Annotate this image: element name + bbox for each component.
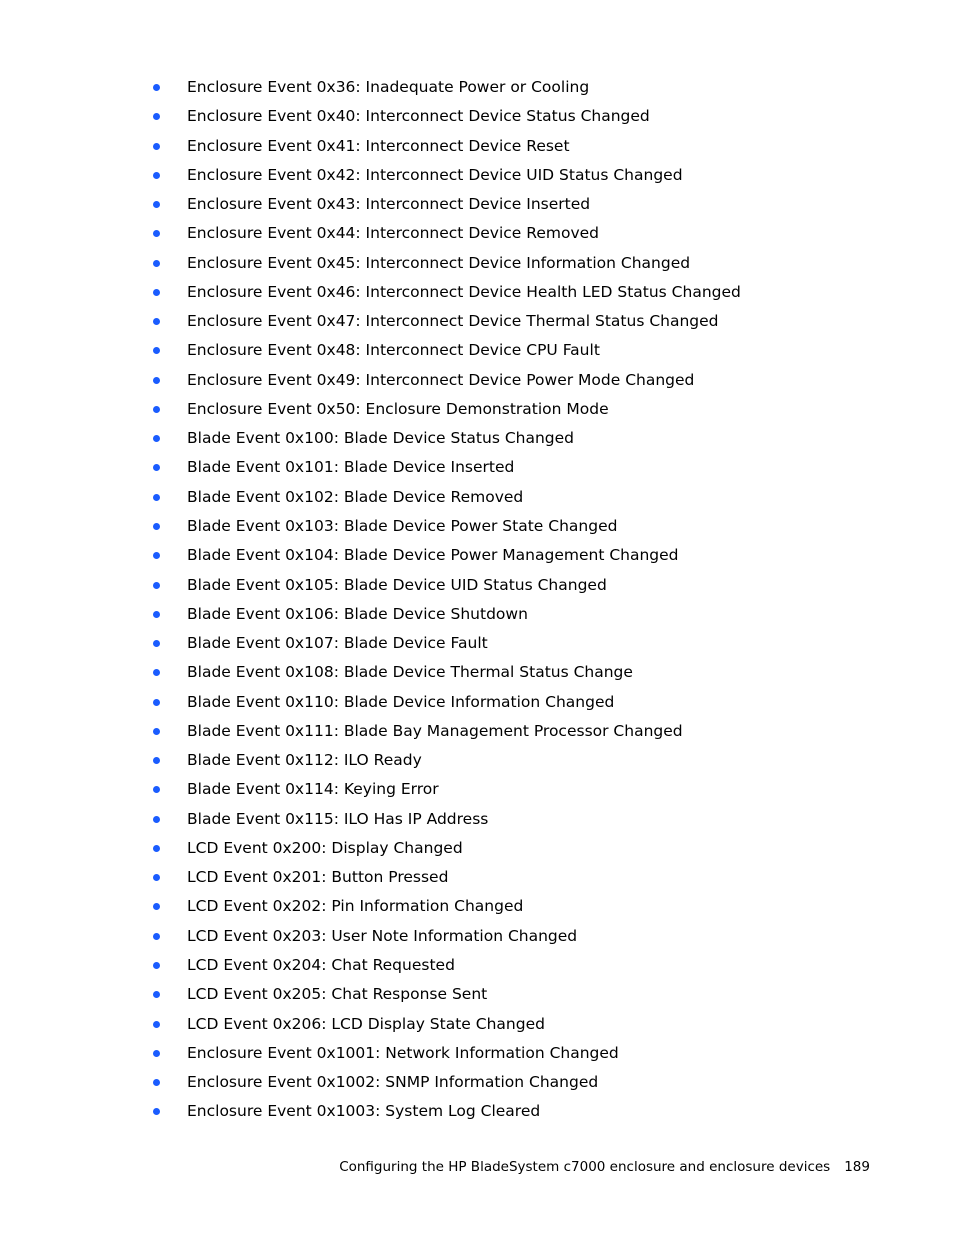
bullet-dot-icon (153, 523, 160, 530)
event-text: Enclosure Event 0x46: Interconnect Device Health LED Status Changed (187, 282, 741, 301)
event-text: Enclosure Event 0x1003: System Log Cleared (187, 1102, 541, 1121)
bullet-dot-icon (153, 874, 160, 881)
bullet-dot-icon (153, 728, 160, 735)
event-text: Blade Event 0x100: Blade Device Status Changed (187, 429, 575, 448)
bullet-dot-icon (153, 1108, 160, 1115)
bullet-dot-icon (153, 347, 160, 354)
bullet-dot-icon (153, 494, 160, 501)
event-text: Enclosure Event 0x48: Interconnect Device CPU Fault (187, 341, 600, 360)
bullet-dot-icon (153, 289, 160, 296)
bullet-dot-icon (153, 933, 160, 940)
bullet-dot-icon (153, 113, 160, 120)
event-text: LCD Event 0x200: Display Changed (187, 838, 463, 857)
bullet-dot-icon (153, 845, 160, 852)
event-text: Enclosure Event 0x1001: Network Information Changed (187, 1043, 619, 1062)
event-text: Blade Event 0x115: ILO Has IP Address (187, 809, 489, 828)
bullet-dot-icon (153, 786, 160, 793)
event-text: Blade Event 0x105: Blade Device UID Status Changed (187, 575, 607, 594)
event-text: LCD Event 0x205: Chat Response Sent (187, 985, 488, 1004)
bullet-dot-icon (153, 640, 160, 647)
page-number: 189 (844, 1159, 870, 1175)
bullet-dot-icon (153, 903, 160, 910)
event-text: Enclosure Event 0x41: Interconnect Device Reset (187, 136, 570, 155)
event-text: Blade Event 0x108: Blade Device Thermal Status Change (187, 663, 633, 682)
event-text: Blade Event 0x103: Blade Device Power State Changed (187, 516, 618, 535)
event-text: Enclosure Event 0x43: Interconnect Device Inserted (187, 195, 591, 214)
event-text: Enclosure Event 0x47: Interconnect Device Thermal Status Changed (187, 312, 719, 331)
event-text: Enclosure Event 0x45: Interconnect Device Information Changed (187, 253, 691, 272)
bullet-dot-icon (153, 962, 160, 969)
bullet-dot-icon (153, 260, 160, 267)
event-text: Enclosure Event 0x36: Inadequate Power or Cooling (187, 78, 590, 96)
bullet-dot-icon (153, 991, 160, 998)
event-text: Enclosure Event 0x50: Enclosure Demonstration Mode (187, 399, 609, 418)
bullet-dot-icon (153, 669, 160, 676)
bullet-dot-icon (153, 143, 160, 150)
event-text: Blade Event 0x101: Blade Device Inserted (187, 458, 515, 477)
event-text: Blade Event 0x114: Keying Error (187, 780, 439, 799)
bullet-dot-icon (153, 377, 160, 384)
bullet-dot-icon (153, 757, 160, 764)
bullet-dot-icon (153, 318, 160, 325)
event-text: LCD Event 0x202: Pin Information Changed (187, 897, 524, 916)
event-text: Blade Event 0x106: Blade Device Shutdown (187, 604, 528, 623)
event-text: Blade Event 0x104: Blade Device Power Management Changed (187, 546, 679, 565)
event-text: Blade Event 0x112: ILO Ready (187, 751, 422, 770)
bullet-dot-icon (153, 1021, 160, 1028)
page-footer (0, 1156, 870, 1178)
event-text: Blade Event 0x111: Blade Bay Management Processor Changed (187, 721, 683, 740)
bullet-dot-icon (153, 435, 160, 442)
bullet-dot-icon (153, 201, 160, 208)
bullet-dot-icon (153, 611, 160, 618)
bullet-dot-icon (153, 699, 160, 706)
bullet-dot-icon (153, 552, 160, 559)
event-text: LCD Event 0x206: LCD Display State Changed (187, 1014, 545, 1033)
event-text: LCD Event 0x201: Button Pressed (187, 868, 449, 887)
footer-title: Configuring the HP BladeSystem c7000 enclosure and enclosure devices (339, 1159, 831, 1175)
event-text: Blade Event 0x107: Blade Device Fault (187, 634, 488, 653)
event-text: Enclosure Event 0x44: Interconnect Device Removed (187, 224, 599, 243)
event-text: Enclosure Event 0x42: Interconnect Device UID Status Changed (187, 165, 683, 184)
bullet-dot-icon (153, 84, 160, 91)
bullet-dot-icon (153, 406, 160, 413)
event-text: LCD Event 0x204: Chat Requested (187, 955, 455, 974)
event-text: Enclosure Event 0x49: Interconnect Device Power Mode Changed (187, 370, 695, 389)
bullet-dot-icon (153, 464, 160, 471)
bullet-dot-icon (153, 582, 160, 589)
bullet-dot-icon (153, 172, 160, 179)
event-text: Enclosure Event 0x1002: SNMP Information Changed (187, 1073, 599, 1092)
bullet-dot-icon (153, 816, 160, 823)
event-text: Blade Event 0x102: Blade Device Removed (187, 487, 524, 506)
bullet-dot-icon (153, 1050, 160, 1057)
bullet-dot-icon (153, 230, 160, 237)
bullet-dot-icon (153, 1079, 160, 1086)
event-text: LCD Event 0x203: User Note Information Changed (187, 926, 578, 945)
event-text: Blade Event 0x110: Blade Device Information Changed (187, 692, 615, 711)
event-text: Enclosure Event 0x40: Interconnect Device Status Changed (187, 107, 650, 126)
